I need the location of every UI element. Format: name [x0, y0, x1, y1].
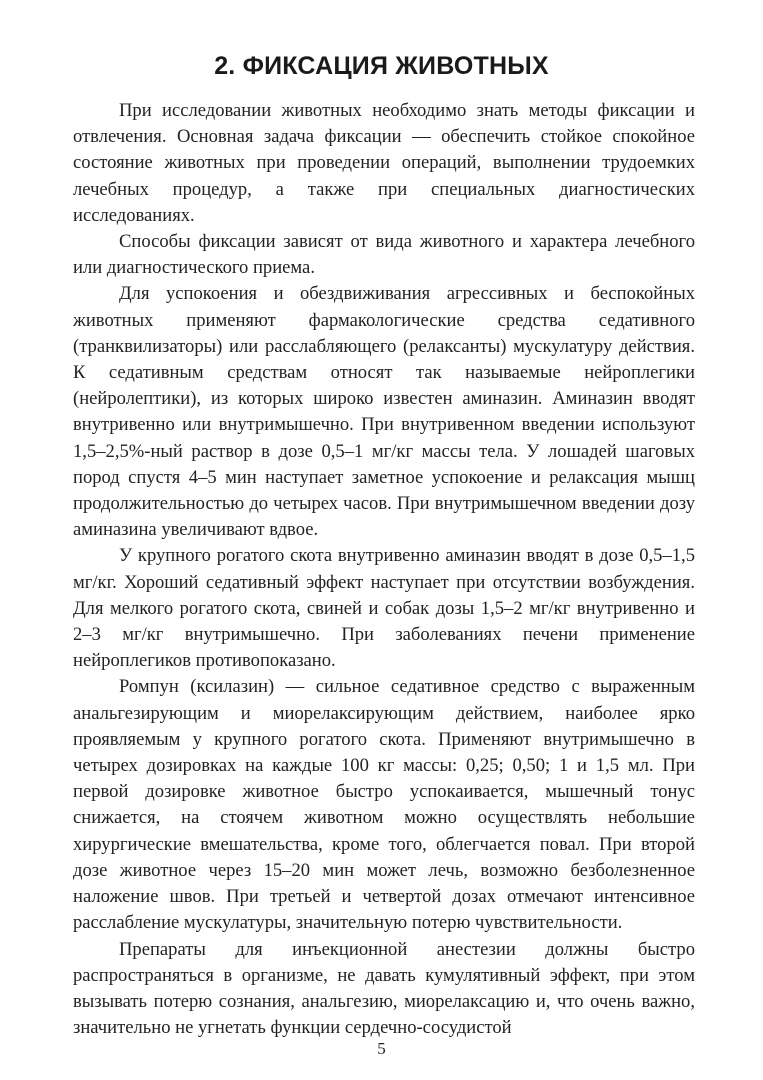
paragraph: При исследовании животных необходимо знать методы фиксации и отвлечения. Основная задача фиксации — обеспечить стойкое спокойное состояние животных при проведении операций, выполнении трудоемких лечебных процедур, а также при специальных диагностических исследованиях.	[73, 100, 695, 226]
paragraph: Ромпун (ксилазин) — сильное седативное средство с выраженным анальгезирующим и миорелаксирующим действием, наиболее ярко проявляемым у крупного рогатого скота. Применяют внутримышечно в четырех дозировках на каждые 100 кг массы: 0,25; 0,50; 1 и 1,5 мл. При первой дозировке животное быстро успокаивается, мышечный тонус снижается, на стоячем животном можно осуществлять небольшие хирургические вмешательства, кроме того, облегчается повал. При второй дозе животное через 15–20 мин может лечь, возможно безболезненное наложение швов. При третьей и четвертой дозах отмечают интенсивное расслабление мускулатуры, значительную потерю чувствительности.	[73, 676, 695, 934]
body-text	[73, 98, 695, 1041]
paragraph: У крупного рогатого скота внутривенно аминазин вводят в дозе 0,5–1,5 мг/кг. Хороший седативный эффект наступает при отсутствии возбуждения. Для мелкого рогатого скота, свиней и собак дозы 1,5–2 мг/кг внутривенно и 2–3 мг/кг внутримышечно. При заболеваниях печени применение нейроплегиков противопоказано.	[73, 545, 695, 672]
page-title: 2. ФИКСАЦИЯ ЖИВОТНЫХ	[214, 52, 549, 80]
paragraph: Для успокоения и обездвиживания агрессивных и беспокойных животных применяют фармакологические средства седативного (транквилизаторы) или расслабляющего (релаксанты) мускулатуру действия. К седативным средствам относят так называемые нейроплегики (нейролептики), из которых широко известен аминазин. Аминазин вводят внутривенно или внутримышечно. При внутривенном введении используют 1,5–2,5%-ный раствор в дозе 0,5–1 мг/кг массы тела. У лошадей шаговых пород спустя 4–5 мин наступает заметное успокоение и релаксация мышц продолжительностью до четырех часов. При внутримышечном введении дозу аминазина увеличивают вдвое.	[73, 283, 695, 541]
page-number: 5	[377, 1039, 386, 1058]
paragraph: Препараты для инъекционной анестезии должны быстро распространяться в организме, не давать кумулятивный эффект, при этом вызывать потерю сознания, анальгезию, миорелаксацию и, что очень важно, значительно не угнетать функции сердечно-сосудистой	[73, 938, 695, 1039]
paragraph: Способы фиксации зависят от вида животного и характера лечебного или диагностического приема.	[73, 231, 695, 279]
